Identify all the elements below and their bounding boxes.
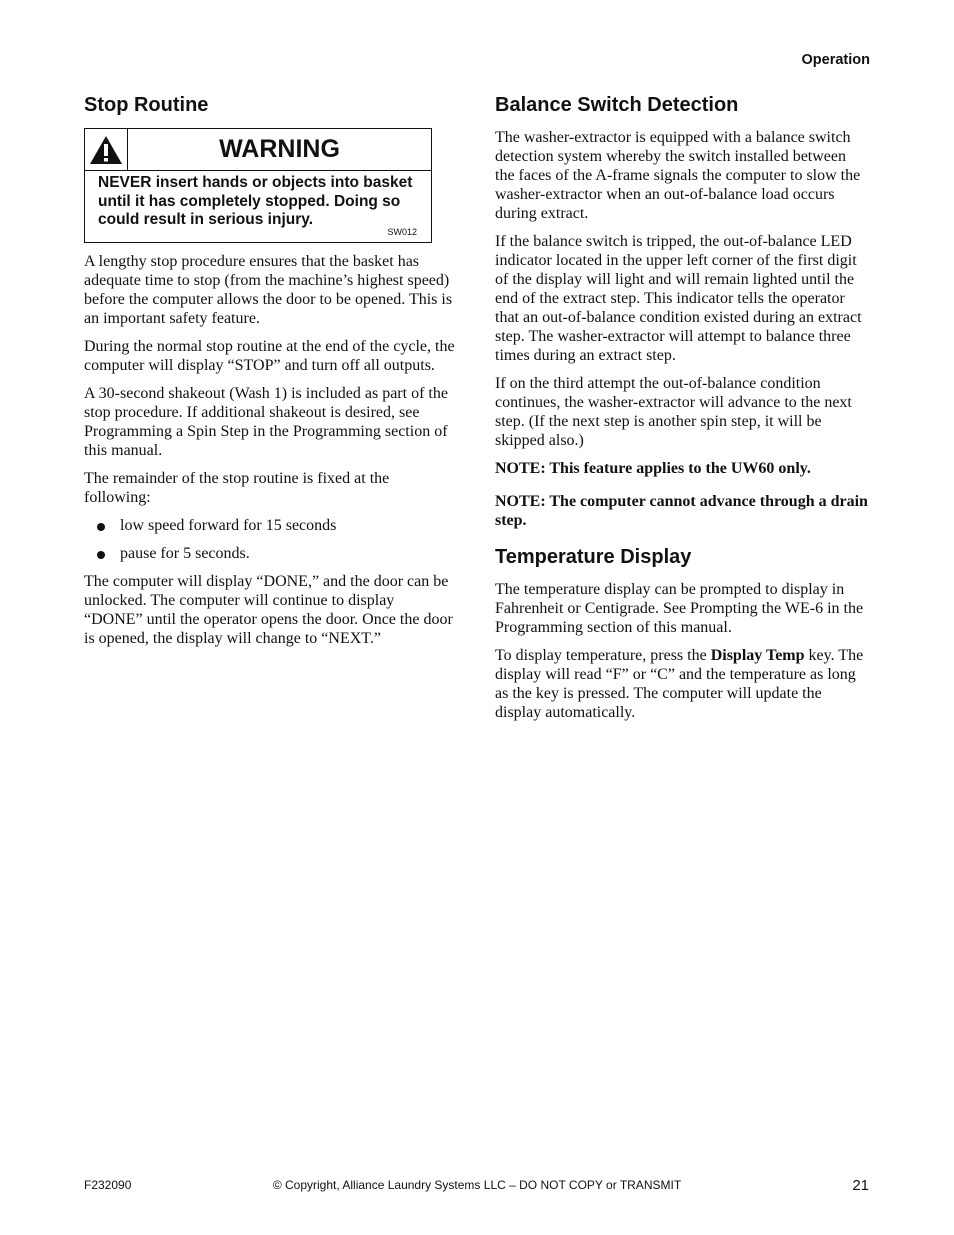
stop-paragraph-2: During the normal stop routine at the end of the cycle, the computer will display “STOP” and turn off all outputs. xyxy=(84,338,455,374)
stop-paragraph-1: A lengthy stop procedure ensures that the basket has adequate time to stop (from the machine’s highest speed) before the computer allows the door to be opened. This is an important safety feature. xyxy=(84,253,453,327)
stop-paragraph-5: The computer will display “DONE,” and the door can be unlocked. The computer will continue to display “DONE” until the operator opens the door. Once the door is opened, the display will change to “NEXT.” xyxy=(84,573,453,647)
balance-switch-heading: Balance Switch Detection xyxy=(495,94,739,116)
doc-number: F232090 xyxy=(84,1178,132,1192)
list-item-text: pause for 5 seconds. xyxy=(120,545,250,562)
temperature-paragraph-1: The temperature display can be prompted to display in Fahrenheit or Centigrade. See Prompting the WE-6 in the Programming section of this manual. xyxy=(495,581,864,636)
warning-text: NEVER insert hands or objects into basket until it has completely stopped. Doing so could result in serious injury. xyxy=(98,174,413,228)
warning-icon-cell xyxy=(85,129,128,170)
display-temp-key: Display Temp xyxy=(710,647,805,664)
temperature-display-heading: Temperature Display xyxy=(495,546,692,568)
running-head: Operation xyxy=(801,52,870,68)
warning-box xyxy=(84,128,432,243)
temperature-paragraph-2 xyxy=(495,646,869,722)
stop-paragraph-4: The remainder of the stop routine is fixed at the following: xyxy=(84,470,390,506)
stop-bullet-list xyxy=(84,516,456,563)
temperature-text-before: To display temperature, press the xyxy=(495,647,711,664)
list-item-text: low speed forward for 15 seconds xyxy=(120,517,337,534)
warning-triangle-icon xyxy=(89,135,123,165)
warning-header xyxy=(85,129,431,171)
right-column xyxy=(495,92,869,731)
copyright-notice: © Copyright, Alliance Laundry Systems LLC – DO NOT COPY or TRANSMIT xyxy=(272,1178,682,1192)
bullet-icon xyxy=(97,523,105,531)
balance-paragraph-2: If the balance switch is tripped, the out-of-balance LED indicator located in the upper left corner of the first digit of the display will light and will remain lighted until the end of the extract step. This indicator tells the operator that an out-of-balance condition existed during an extract step. The washer-extractor will attempt to balance three times during an extract step. xyxy=(495,233,862,364)
list-item xyxy=(84,516,456,535)
stop-paragraph-3: A 30-second shakeout (Wash 1) is included as part of the stop procedure. If additional shakeout is desired, see Programming a Spin Step in the Programming section of this manual. xyxy=(84,385,448,459)
left-column xyxy=(84,92,456,657)
warning-title: WARNING xyxy=(219,135,340,163)
bullet-icon xyxy=(97,551,105,559)
note-drain-step: NOTE: The computer cannot advance through a drain step. xyxy=(495,493,868,529)
note-uw60: NOTE: This feature applies to the UW60 only. xyxy=(495,460,811,477)
warning-code: SW012 xyxy=(387,227,417,237)
page-number: 21 xyxy=(852,1177,869,1194)
balance-paragraph-1: The washer-extractor is equipped with a balance switch detection system whereby the switch installed between the faces of the A-frame signals the computer to slow the washer-extractor when an out-of-balance load occurs during extract. xyxy=(495,129,861,222)
temperature-text-after: key. The display will read “F” or “C” and the temperature as long as the key is pressed. The computer will update the display automatically. xyxy=(495,647,864,721)
list-item xyxy=(84,544,456,563)
stop-routine-heading: Stop Routine xyxy=(84,94,209,116)
balance-paragraph-3: If on the third attempt the out-of-balance condition continues, the washer-extractor will advance to the next step. (If the next step is another spin step, it will be skipped also.) xyxy=(495,375,852,449)
